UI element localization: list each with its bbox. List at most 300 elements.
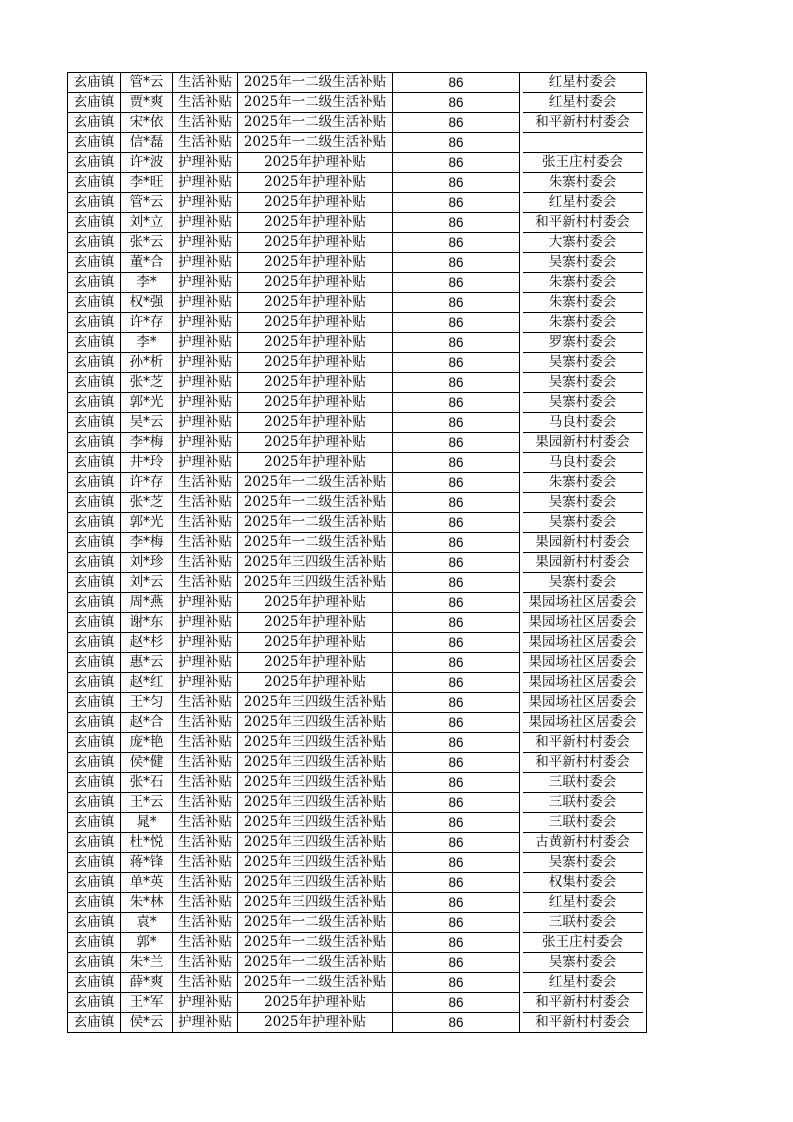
name-cell: 宋*依 bbox=[121, 113, 173, 133]
table-row bbox=[68, 713, 647, 733]
edge-cell bbox=[643, 673, 647, 693]
type-cell: 生活补贴 bbox=[173, 913, 238, 933]
type-cell: 护理补贴 bbox=[173, 353, 238, 373]
edge-cell bbox=[643, 473, 647, 493]
type-cell: 生活补贴 bbox=[173, 713, 238, 733]
edge-cell bbox=[643, 133, 647, 153]
town-cell: 玄庙镇 bbox=[68, 1013, 121, 1033]
amount-cell: 86 bbox=[393, 653, 520, 673]
type-cell: 生活补贴 bbox=[173, 813, 238, 833]
town-cell: 玄庙镇 bbox=[68, 213, 121, 233]
type-cell: 护理补贴 bbox=[173, 313, 238, 333]
table-row bbox=[68, 653, 647, 673]
item-cell: 2025年一二级生活补贴 bbox=[238, 953, 393, 973]
village-cell: 和平新村村委会 bbox=[523, 733, 643, 753]
amount-cell: 86 bbox=[393, 973, 520, 993]
table-row bbox=[68, 553, 647, 573]
village-cell: 朱寨村委会 bbox=[523, 173, 643, 193]
village-cell bbox=[523, 133, 643, 153]
village-cell: 三联村委会 bbox=[523, 793, 643, 813]
edge-cell bbox=[643, 773, 647, 793]
town-cell: 玄庙镇 bbox=[68, 153, 121, 173]
amount-cell: 86 bbox=[393, 273, 520, 293]
item-cell: 2025年三四级生活补贴 bbox=[238, 873, 393, 893]
table-row bbox=[68, 693, 647, 713]
amount-cell: 86 bbox=[393, 433, 520, 453]
village-cell: 和平新村村委会 bbox=[523, 753, 643, 773]
edge-cell bbox=[643, 93, 647, 113]
item-cell: 2025年护理补贴 bbox=[238, 593, 393, 613]
name-cell: 吴*云 bbox=[121, 413, 173, 433]
name-cell: 李* bbox=[121, 333, 173, 353]
edge-cell bbox=[643, 873, 647, 893]
amount-cell: 86 bbox=[393, 793, 520, 813]
item-cell: 2025年护理补贴 bbox=[238, 393, 393, 413]
town-cell: 玄庙镇 bbox=[68, 233, 121, 253]
amount-cell: 86 bbox=[393, 233, 520, 253]
name-cell: 朱*兰 bbox=[121, 953, 173, 973]
type-cell: 生活补贴 bbox=[173, 893, 238, 913]
town-cell: 玄庙镇 bbox=[68, 453, 121, 473]
village-cell: 三联村委会 bbox=[523, 913, 643, 933]
town-cell: 玄庙镇 bbox=[68, 73, 121, 93]
name-cell: 井*玲 bbox=[121, 453, 173, 473]
village-cell: 红星村委会 bbox=[523, 93, 643, 113]
town-cell: 玄庙镇 bbox=[68, 293, 121, 313]
item-cell: 2025年一二级生活补贴 bbox=[238, 113, 393, 133]
type-cell: 护理补贴 bbox=[173, 193, 238, 213]
village-cell: 果园场社区居委会 bbox=[523, 633, 643, 653]
type-cell: 生活补贴 bbox=[173, 493, 238, 513]
amount-cell: 86 bbox=[393, 193, 520, 213]
amount-cell: 86 bbox=[393, 73, 520, 93]
name-cell: 王*匀 bbox=[121, 693, 173, 713]
village-cell: 吴寨村委会 bbox=[523, 373, 643, 393]
type-cell: 护理补贴 bbox=[173, 333, 238, 353]
table-row bbox=[68, 413, 647, 433]
name-cell: 李*梅 bbox=[121, 433, 173, 453]
table-row bbox=[68, 193, 647, 213]
edge-cell bbox=[643, 553, 647, 573]
type-cell: 护理补贴 bbox=[173, 213, 238, 233]
amount-cell: 86 bbox=[393, 1013, 520, 1033]
village-cell: 大寨村委会 bbox=[523, 233, 643, 253]
table-row bbox=[68, 393, 647, 413]
type-cell: 护理补贴 bbox=[173, 253, 238, 273]
village-cell: 权集村委会 bbox=[523, 873, 643, 893]
village-cell: 罗寨村委会 bbox=[523, 333, 643, 353]
table-row bbox=[68, 533, 647, 553]
name-cell: 张*云 bbox=[121, 233, 173, 253]
name-cell: 刘*立 bbox=[121, 213, 173, 233]
item-cell: 2025年一二级生活补贴 bbox=[238, 973, 393, 993]
table-row bbox=[68, 953, 647, 973]
town-cell: 玄庙镇 bbox=[68, 613, 121, 633]
amount-cell: 86 bbox=[393, 333, 520, 353]
town-cell: 玄庙镇 bbox=[68, 753, 121, 773]
town-cell: 玄庙镇 bbox=[68, 833, 121, 853]
table-row bbox=[68, 353, 647, 373]
item-cell: 2025年一二级生活补贴 bbox=[238, 533, 393, 553]
edge-cell bbox=[643, 813, 647, 833]
town-cell: 玄庙镇 bbox=[68, 773, 121, 793]
table-row bbox=[68, 673, 647, 693]
table-row bbox=[68, 113, 647, 133]
table-row bbox=[68, 813, 647, 833]
type-cell: 生活补贴 bbox=[173, 973, 238, 993]
type-cell: 生活补贴 bbox=[173, 753, 238, 773]
table-row bbox=[68, 313, 647, 333]
amount-cell: 86 bbox=[393, 633, 520, 653]
amount-cell: 86 bbox=[393, 813, 520, 833]
edge-cell bbox=[643, 573, 647, 593]
edge-cell bbox=[643, 733, 647, 753]
name-cell: 惠*云 bbox=[121, 653, 173, 673]
name-cell: 刘*珍 bbox=[121, 553, 173, 573]
table-row bbox=[68, 373, 647, 393]
item-cell: 2025年三四级生活补贴 bbox=[238, 693, 393, 713]
amount-cell: 86 bbox=[393, 413, 520, 433]
edge-cell bbox=[643, 993, 647, 1013]
item-cell: 2025年护理补贴 bbox=[238, 233, 393, 253]
village-cell: 果园场社区居委会 bbox=[523, 713, 643, 733]
amount-cell: 86 bbox=[393, 733, 520, 753]
table-row bbox=[68, 433, 647, 453]
amount-cell: 86 bbox=[393, 553, 520, 573]
item-cell: 2025年护理补贴 bbox=[238, 193, 393, 213]
town-cell: 玄庙镇 bbox=[68, 353, 121, 373]
name-cell: 薛*爽 bbox=[121, 973, 173, 993]
table-row bbox=[68, 273, 647, 293]
amount-cell: 86 bbox=[393, 673, 520, 693]
village-cell: 果园新村村委会 bbox=[523, 553, 643, 573]
name-cell: 赵*红 bbox=[121, 673, 173, 693]
town-cell: 玄庙镇 bbox=[68, 873, 121, 893]
town-cell: 玄庙镇 bbox=[68, 173, 121, 193]
edge-cell bbox=[643, 533, 647, 553]
amount-cell: 86 bbox=[393, 393, 520, 413]
village-cell: 果园场社区居委会 bbox=[523, 613, 643, 633]
edge-cell bbox=[643, 113, 647, 133]
village-cell: 红星村委会 bbox=[523, 193, 643, 213]
table-row bbox=[68, 593, 647, 613]
name-cell: 郭* bbox=[121, 933, 173, 953]
edge-cell bbox=[643, 613, 647, 633]
edge-cell bbox=[643, 633, 647, 653]
town-cell: 玄庙镇 bbox=[68, 813, 121, 833]
type-cell: 护理补贴 bbox=[173, 993, 238, 1013]
item-cell: 2025年护理补贴 bbox=[238, 293, 393, 313]
table-row bbox=[68, 993, 647, 1013]
amount-cell: 86 bbox=[393, 773, 520, 793]
town-cell: 玄庙镇 bbox=[68, 693, 121, 713]
amount-cell: 86 bbox=[393, 473, 520, 493]
name-cell: 王*军 bbox=[121, 993, 173, 1013]
town-cell: 玄庙镇 bbox=[68, 913, 121, 933]
edge-cell bbox=[643, 753, 647, 773]
amount-cell: 86 bbox=[393, 113, 520, 133]
town-cell: 玄庙镇 bbox=[68, 493, 121, 513]
type-cell: 护理补贴 bbox=[173, 1013, 238, 1033]
amount-cell: 86 bbox=[393, 993, 520, 1013]
town-cell: 玄庙镇 bbox=[68, 573, 121, 593]
village-cell: 吴寨村委会 bbox=[523, 353, 643, 373]
town-cell: 玄庙镇 bbox=[68, 133, 121, 153]
town-cell: 玄庙镇 bbox=[68, 113, 121, 133]
edge-cell bbox=[643, 373, 647, 393]
town-cell: 玄庙镇 bbox=[68, 333, 121, 353]
type-cell: 护理补贴 bbox=[173, 653, 238, 673]
edge-cell bbox=[643, 413, 647, 433]
item-cell: 2025年护理补贴 bbox=[238, 433, 393, 453]
name-cell: 袁* bbox=[121, 913, 173, 933]
name-cell: 孙*析 bbox=[121, 353, 173, 373]
village-cell: 和平新村村委会 bbox=[523, 993, 643, 1013]
table-row bbox=[68, 233, 647, 253]
item-cell: 2025年护理补贴 bbox=[238, 993, 393, 1013]
name-cell: 贾*爽 bbox=[121, 93, 173, 113]
type-cell: 生活补贴 bbox=[173, 833, 238, 853]
table-row bbox=[68, 793, 647, 813]
amount-cell: 86 bbox=[393, 593, 520, 613]
table-row bbox=[68, 293, 647, 313]
village-cell: 吴寨村委会 bbox=[523, 493, 643, 513]
item-cell: 2025年一二级生活补贴 bbox=[238, 493, 393, 513]
amount-cell: 86 bbox=[393, 153, 520, 173]
item-cell: 2025年护理补贴 bbox=[238, 653, 393, 673]
name-cell: 许*存 bbox=[121, 473, 173, 493]
town-cell: 玄庙镇 bbox=[68, 253, 121, 273]
type-cell: 生活补贴 bbox=[173, 533, 238, 553]
edge-cell bbox=[643, 293, 647, 313]
village-cell: 张王庄村委会 bbox=[523, 153, 643, 173]
item-cell: 2025年护理补贴 bbox=[238, 313, 393, 333]
town-cell: 玄庙镇 bbox=[68, 793, 121, 813]
type-cell: 生活补贴 bbox=[173, 573, 238, 593]
table-row bbox=[68, 133, 647, 153]
table-row bbox=[68, 873, 647, 893]
name-cell: 谢*东 bbox=[121, 613, 173, 633]
item-cell: 2025年护理补贴 bbox=[238, 353, 393, 373]
item-cell: 2025年一二级生活补贴 bbox=[238, 93, 393, 113]
town-cell: 玄庙镇 bbox=[68, 633, 121, 653]
town-cell: 玄庙镇 bbox=[68, 993, 121, 1013]
item-cell: 2025年一二级生活补贴 bbox=[238, 133, 393, 153]
edge-cell bbox=[643, 933, 647, 953]
town-cell: 玄庙镇 bbox=[68, 273, 121, 293]
table-row bbox=[68, 773, 647, 793]
amount-cell: 86 bbox=[393, 513, 520, 533]
village-cell: 三联村委会 bbox=[523, 813, 643, 833]
table-row bbox=[68, 833, 647, 853]
item-cell: 2025年一二级生活补贴 bbox=[238, 513, 393, 533]
amount-cell: 86 bbox=[393, 713, 520, 733]
village-cell: 和平新村村委会 bbox=[523, 113, 643, 133]
item-cell: 2025年护理补贴 bbox=[238, 633, 393, 653]
type-cell: 生活补贴 bbox=[173, 953, 238, 973]
type-cell: 护理补贴 bbox=[173, 413, 238, 433]
village-cell: 吴寨村委会 bbox=[523, 253, 643, 273]
table-row bbox=[68, 153, 647, 173]
town-cell: 玄庙镇 bbox=[68, 593, 121, 613]
type-cell: 护理补贴 bbox=[173, 613, 238, 633]
name-cell: 李*旺 bbox=[121, 173, 173, 193]
name-cell: 蒋*锋 bbox=[121, 853, 173, 873]
item-cell: 2025年三四级生活补贴 bbox=[238, 753, 393, 773]
name-cell: 张*芝 bbox=[121, 493, 173, 513]
item-cell: 2025年三四级生活补贴 bbox=[238, 833, 393, 853]
item-cell: 2025年三四级生活补贴 bbox=[238, 893, 393, 913]
item-cell: 2025年护理补贴 bbox=[238, 153, 393, 173]
name-cell: 杜*悦 bbox=[121, 833, 173, 853]
type-cell: 生活补贴 bbox=[173, 793, 238, 813]
edge-cell bbox=[643, 593, 647, 613]
edge-cell bbox=[643, 353, 647, 373]
type-cell: 护理补贴 bbox=[173, 593, 238, 613]
town-cell: 玄庙镇 bbox=[68, 893, 121, 913]
name-cell: 李* bbox=[121, 273, 173, 293]
type-cell: 护理补贴 bbox=[173, 293, 238, 313]
table-row bbox=[68, 253, 647, 273]
type-cell: 生活补贴 bbox=[173, 933, 238, 953]
name-cell: 张*石 bbox=[121, 773, 173, 793]
amount-cell: 86 bbox=[393, 573, 520, 593]
village-cell: 吴寨村委会 bbox=[523, 953, 643, 973]
name-cell: 赵*杉 bbox=[121, 633, 173, 653]
edge-cell bbox=[643, 233, 647, 253]
name-cell: 侯*健 bbox=[121, 753, 173, 773]
table-row bbox=[68, 733, 647, 753]
item-cell: 2025年护理补贴 bbox=[238, 273, 393, 293]
name-cell: 周*燕 bbox=[121, 593, 173, 613]
type-cell: 护理补贴 bbox=[173, 673, 238, 693]
name-cell: 管*云 bbox=[121, 73, 173, 93]
item-cell: 2025年三四级生活补贴 bbox=[238, 793, 393, 813]
amount-cell: 86 bbox=[393, 853, 520, 873]
type-cell: 生活补贴 bbox=[173, 73, 238, 93]
name-cell: 管*云 bbox=[121, 193, 173, 213]
table-row bbox=[68, 613, 647, 633]
amount-cell: 86 bbox=[393, 913, 520, 933]
subsidy-sheet bbox=[67, 72, 647, 1033]
town-cell: 玄庙镇 bbox=[68, 673, 121, 693]
town-cell: 玄庙镇 bbox=[68, 393, 121, 413]
edge-cell bbox=[643, 173, 647, 193]
name-cell: 晁* bbox=[121, 813, 173, 833]
table-row bbox=[68, 513, 647, 533]
edge-cell bbox=[643, 833, 647, 853]
town-cell: 玄庙镇 bbox=[68, 193, 121, 213]
town-cell: 玄庙镇 bbox=[68, 513, 121, 533]
table-row bbox=[68, 913, 647, 933]
item-cell: 2025年一二级生活补贴 bbox=[238, 913, 393, 933]
town-cell: 玄庙镇 bbox=[68, 373, 121, 393]
village-cell: 马良村委会 bbox=[523, 453, 643, 473]
amount-cell: 86 bbox=[393, 373, 520, 393]
town-cell: 玄庙镇 bbox=[68, 733, 121, 753]
village-cell: 马良村委会 bbox=[523, 413, 643, 433]
name-cell: 单*英 bbox=[121, 873, 173, 893]
item-cell: 2025年护理补贴 bbox=[238, 1013, 393, 1033]
type-cell: 生活补贴 bbox=[173, 873, 238, 893]
type-cell: 生活补贴 bbox=[173, 853, 238, 873]
table-row bbox=[68, 573, 647, 593]
name-cell: 王*云 bbox=[121, 793, 173, 813]
village-cell: 果园场社区居委会 bbox=[523, 693, 643, 713]
edge-cell bbox=[643, 273, 647, 293]
edge-cell bbox=[643, 913, 647, 933]
village-cell: 朱寨村委会 bbox=[523, 273, 643, 293]
amount-cell: 86 bbox=[393, 533, 520, 553]
type-cell: 护理补贴 bbox=[173, 453, 238, 473]
table-body bbox=[68, 73, 647, 1033]
item-cell: 2025年护理补贴 bbox=[238, 333, 393, 353]
village-cell: 果园场社区居委会 bbox=[523, 653, 643, 673]
village-cell: 果园新村村委会 bbox=[523, 533, 643, 553]
edge-cell bbox=[643, 213, 647, 233]
item-cell: 2025年一二级生活补贴 bbox=[238, 473, 393, 493]
table-row bbox=[68, 633, 647, 653]
town-cell: 玄庙镇 bbox=[68, 973, 121, 993]
amount-cell: 86 bbox=[393, 613, 520, 633]
amount-cell: 86 bbox=[393, 93, 520, 113]
village-cell: 古黄新村村委会 bbox=[523, 833, 643, 853]
amount-cell: 86 bbox=[393, 353, 520, 373]
item-cell: 2025年三四级生活补贴 bbox=[238, 773, 393, 793]
name-cell: 许*波 bbox=[121, 153, 173, 173]
name-cell: 许*存 bbox=[121, 313, 173, 333]
type-cell: 生活补贴 bbox=[173, 553, 238, 573]
table-row bbox=[68, 973, 647, 993]
name-cell: 张*芝 bbox=[121, 373, 173, 393]
village-cell: 吴寨村委会 bbox=[523, 513, 643, 533]
edge-cell bbox=[643, 153, 647, 173]
type-cell: 护理补贴 bbox=[173, 173, 238, 193]
village-cell: 吴寨村委会 bbox=[523, 573, 643, 593]
amount-cell: 86 bbox=[393, 133, 520, 153]
town-cell: 玄庙镇 bbox=[68, 713, 121, 733]
edge-cell bbox=[643, 1013, 647, 1033]
village-cell: 吴寨村委会 bbox=[523, 393, 643, 413]
table-row bbox=[68, 173, 647, 193]
amount-cell: 86 bbox=[393, 313, 520, 333]
type-cell: 生活补贴 bbox=[173, 93, 238, 113]
town-cell: 玄庙镇 bbox=[68, 953, 121, 973]
amount-cell: 86 bbox=[393, 873, 520, 893]
village-cell: 朱寨村委会 bbox=[523, 293, 643, 313]
edge-cell bbox=[643, 313, 647, 333]
item-cell: 2025年护理补贴 bbox=[238, 413, 393, 433]
village-cell: 朱寨村委会 bbox=[523, 473, 643, 493]
edge-cell bbox=[643, 793, 647, 813]
item-cell: 2025年三四级生活补贴 bbox=[238, 573, 393, 593]
name-cell: 侯*云 bbox=[121, 1013, 173, 1033]
item-cell: 2025年护理补贴 bbox=[238, 453, 393, 473]
type-cell: 生活补贴 bbox=[173, 773, 238, 793]
edge-cell bbox=[643, 433, 647, 453]
edge-cell bbox=[643, 73, 647, 93]
type-cell: 生活补贴 bbox=[173, 133, 238, 153]
edge-cell bbox=[643, 493, 647, 513]
type-cell: 护理补贴 bbox=[173, 633, 238, 653]
village-cell: 果园新村村委会 bbox=[523, 433, 643, 453]
edge-cell bbox=[643, 513, 647, 533]
name-cell: 赵*合 bbox=[121, 713, 173, 733]
amount-cell: 86 bbox=[393, 253, 520, 273]
type-cell: 护理补贴 bbox=[173, 393, 238, 413]
town-cell: 玄庙镇 bbox=[68, 653, 121, 673]
name-cell: 李*梅 bbox=[121, 533, 173, 553]
